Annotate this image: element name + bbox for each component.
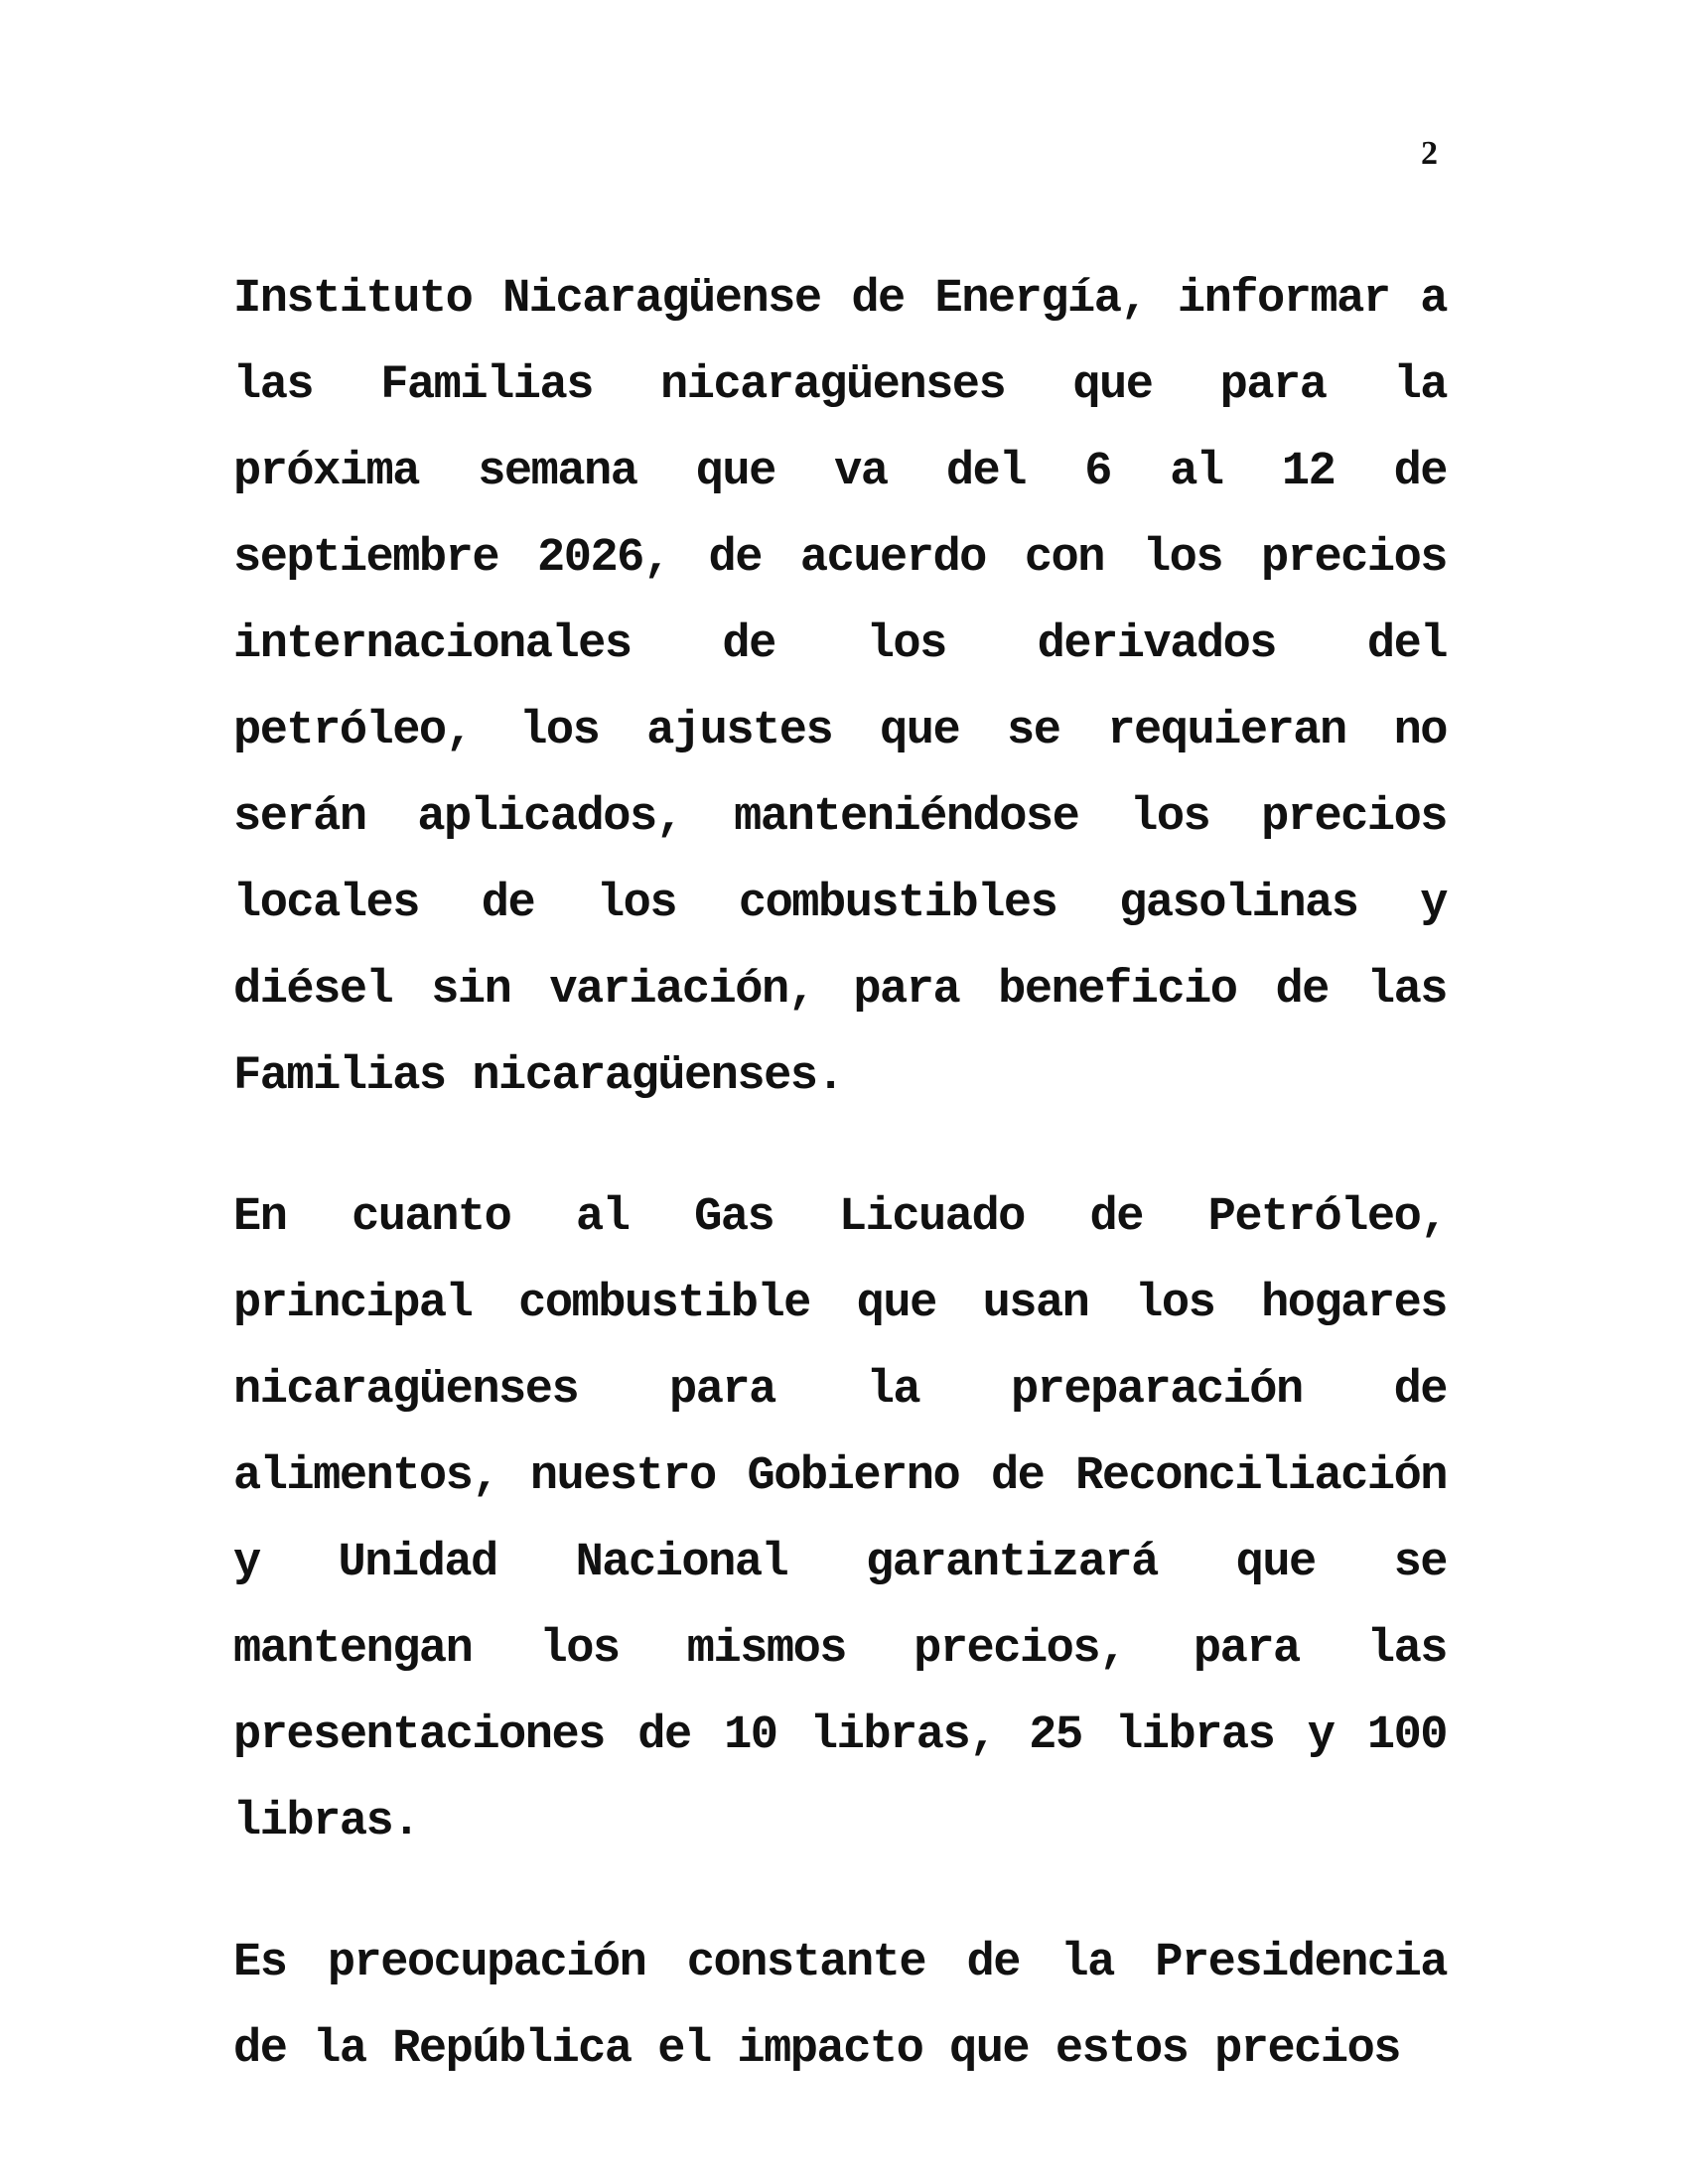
paragraph-presidency-concern: Es preocupación constante de la Presidencia de la República el impacto que estos precios [233,1937,1447,2076]
document-body [233,256,1447,2093]
page-number: 2 [1421,135,1438,172]
paragraph-lpg-prices: En cuanto al Gas Licuado de Petróleo, principal combustible que usan los hogares nicaragüenses para la preparación de alimentos, nuestro Gobierno de Reconciliación y Unidad Nacional garantizará que se mantengan los mismos precios, para las presentaciones de 10 libras, 25 libras y 100 libras. [233,1191,1447,1848]
paragraph-fuel-prices: Instituto Nicaragüense de Energía, informar a las Familias nicaragüenses que para la próxima semana que va del 6 al 12 de septiembre 2026, de acuerdo con los precios internacionales de los derivados del petróleo, los ajustes que se requieran no serán aplicados, manteniéndose los precios locales de los combustibles gasolinas y diésel sin variación, para beneficio de las Familias nicaragüenses. [233,273,1447,1103]
